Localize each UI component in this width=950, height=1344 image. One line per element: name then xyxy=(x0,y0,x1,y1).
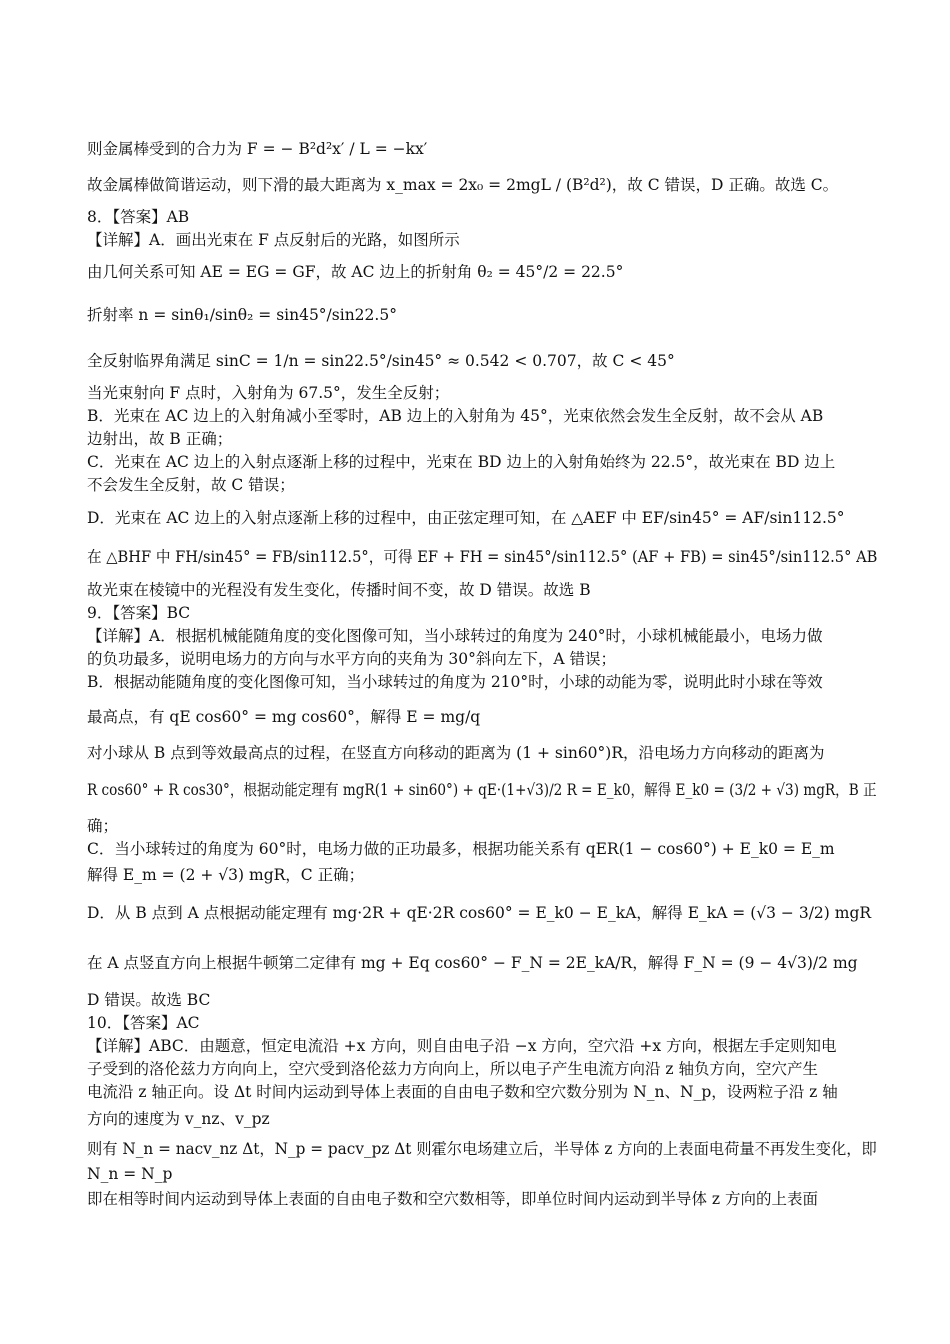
text-line: B．根据动能随角度的变化图像可知，当小球转过的角度为 210°时，小球的动能为零，说明此时小球在等效 xyxy=(87,673,823,691)
text-line: 最高点，有 qE cos60° = mg cos60°，解得 E = mg/q xyxy=(87,708,481,726)
text-line: 电流沿 z 轴正向。设 Δt 时间内运动到导体上表面的自由电子数和空穴数分别为 N_n、N_p，设两粒子沿 z 轴 xyxy=(87,1083,838,1101)
text-line: 8．【答案】AB xyxy=(87,208,190,226)
text-line: 不会发生全反射，故 C 错误； xyxy=(87,476,295,494)
text-line: B．光束在 AC 边上的入射角减小至零时，AB 边上的入射角为 45°，光束依然会发生全反射，故不会从 AB xyxy=(87,407,824,425)
text-line: 方向的速度为 v_nz、v_pz xyxy=(87,1110,270,1128)
text-line: 10．【答案】AC xyxy=(87,1014,200,1032)
text-line: 对小球从 B 点到等效最高点的过程，在竖直方向移动的距离为 (1 + sin60°)R，沿电场力方向移动的距离为 xyxy=(87,744,825,762)
text-line: D．从 B 点到 A 点根据动能定理有 mg·2R + qE·2R cos60° = E_k0 − E_kA，解得 E_kA = (√3 − 3/2) mgR xyxy=(87,904,872,922)
text-line: 9．【答案】BC xyxy=(87,604,191,622)
text-line: 【详解】A．根据机械能随角度的变化图像可知，当小球转过的角度为 240°时，小球机械能最小，电场力做 xyxy=(87,627,823,645)
text-line: D．光束在 AC 边上的入射点逐渐上移的过程中，由正弦定理可知，在 △AEF 中 EF/sin45° = AF/sin112.5° xyxy=(87,509,845,527)
text-line: 【详解】ABC．由题意，恒定电流沿 +x 方向，则自由电子沿 −x 方向，空穴沿 +x 方向，根据左手定则知电 xyxy=(87,1037,837,1055)
text-line: 则有 N_n = nacv_nz Δt，N_p = pacv_pz Δt 则霍尔电场建立后，半导体 z 方向的上表面电荷量不再发生变化，即 xyxy=(87,1140,877,1158)
text-line: 的负功最多，说明电场力的方向与水平方向的夹角为 30°斜向左下，A 错误； xyxy=(87,650,617,668)
text-line: 解得 E_m = (2 + √3) mgR，C 正确； xyxy=(87,866,365,884)
text-line: 确； xyxy=(87,817,119,835)
text-line: 即在相等时间内运动到导体上表面的自由电子数和空穴数相等，即单位时间内运动到半导体 z 方向的上表面 xyxy=(87,1190,819,1208)
text-line: 则金属棒受到的合力为 F = − B²d²x′ / L = −kx′ xyxy=(87,140,428,158)
text-line: 故金属棒做简谐运动，则下滑的最大距离为 x_max = 2x₀ = 2mgL / (B²d²)，故 C 错误，D 正确。故选 C。 xyxy=(87,176,839,194)
text-line: N_n = N_p xyxy=(87,1165,173,1183)
text-line: D 错误。故选 BC xyxy=(87,991,211,1009)
text-line: 全反射临界角满足 sinC = 1/n = sin22.5°/sin45° ≈ 0.542 < 0.707，故 C < 45° xyxy=(87,352,675,370)
text-line: C．光束在 AC 边上的入射点逐渐上移的过程中，光束在 BD 边上的入射角始终为 22.5°，故光束在 BD 边上 xyxy=(87,453,836,471)
text-line: 故光束在棱镜中的光程没有发生变化，传播时间不变，故 D 错误。故选 B xyxy=(87,581,591,599)
text-line: 折射率 n = sinθ₁/sinθ₂ = sin45°/sin22.5° xyxy=(87,306,397,324)
text-line: 子受到的洛伦兹力方向向上，空穴受到洛伦兹力方向向上，所以电子产生电流方向沿 z 轴负方向，空穴产生 xyxy=(87,1060,819,1078)
text-line: C．当小球转过的角度为 60°时，电场力做的正功最多，根据功能关系有 qER(1 − cos60°) + E_k0 = E_m xyxy=(87,840,835,858)
text-line: 边射出，故 B 正确； xyxy=(87,430,233,448)
text-line: R cos60° + R cos30°，根据动能定理有 mgR(1 + sin60°) + qE·(1+√3)/2 R = E_k0，解得 E_k0 = (3/2 + √3) mgR，B 正 xyxy=(87,781,877,799)
text-line: 当光束射向 F 点时，入射角为 67.5°，发生全反射； xyxy=(87,384,450,402)
text-line: 在 △BHF 中 FH/sin45° = FB/sin112.5°，可得 EF + FH = sin45°/sin112.5° (AF + FB) = sin45°/sin112.5° AB xyxy=(87,548,878,566)
text-line: 【详解】A．画出光束在 F 点反射后的光路，如图所示 xyxy=(87,231,460,249)
text-line: 由几何关系可知 AE = EG = GF，故 AC 边上的折射角 θ₂ = 45°/2 = 22.5° xyxy=(87,263,624,281)
text-line: 在 A 点竖直方向上根据牛顿第二定律有 mg + Eq cos60° − F_N = 2E_kA/R，解得 F_N = (9 − 4√3)/2 mg xyxy=(87,954,858,972)
